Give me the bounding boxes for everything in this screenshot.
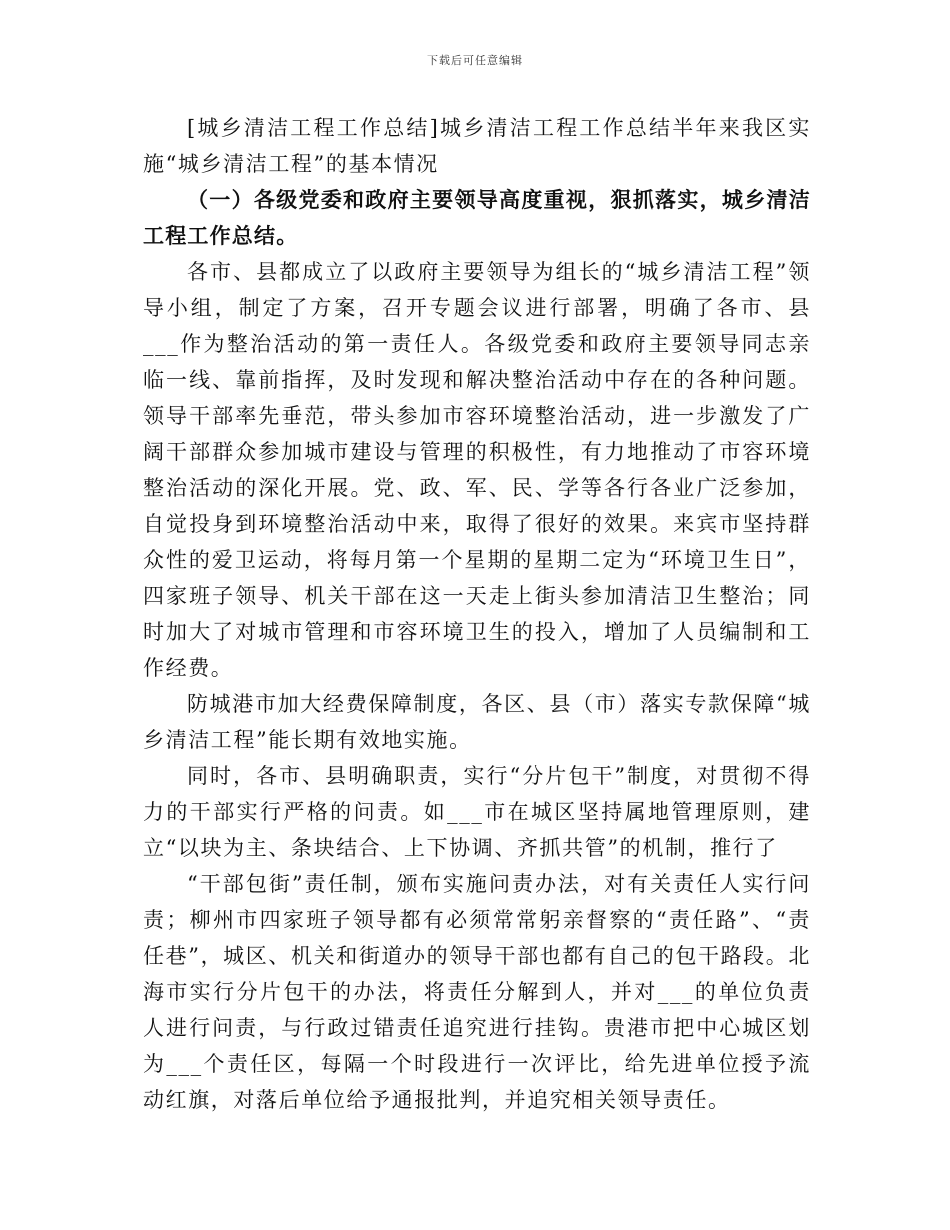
intro-paragraph: [城乡清洁工程工作总结]城乡清洁工程工作总结半年来我区实施“城乡清洁工程”的基本情况 bbox=[143, 116, 811, 176]
body-paragraph: 各市、县都成立了以政府主要领导为组长的“城乡清洁工程”领导小组，制定了方案，召开专题会议进行部署，明确了各市、县___作为整治活动的第一责任人。各级党委和政府主要领导同志亲临一线、靠前指挥，及时发现和解决整治活动中存在的各种问题。领导干部率先垂范，带头参加市容环境整治活动，进一步激发了广阔干部群众参加城市建设与管理的积极性，有力地推动了市容环境整治活动的深化开展。党、政、军、民、学等各行各业广泛参加，自觉投身到环境整治活动中来，取得了很好的效果。来宾市坚持群众性的爱卫运动，将每月第一个星期的星期二定为“环境卫生日”，四家班子领导、机关干部在这一天走上街头参加清洁卫生整治；同时加大了对城市管理和市容环境卫生的投入，增加了人员编制和工作经费。 bbox=[143, 260, 811, 680]
document-body bbox=[143, 110, 811, 1118]
section-heading: （一）各级党委和政府主要领导高度重视，狠抓落实，城乡清洁工程工作总结。 bbox=[143, 188, 811, 248]
body-paragraph: 同时，各市、县明确职责，实行“分片包干”制度，对贯彻不得力的干部实行严格的问责。如___市在城区坚持属地管理原则，建立“以块为主、条块结合、上下协调、齐抓共管”的机制，推行了 bbox=[143, 764, 811, 860]
body-paragraph: “干部包街”责任制，颁布实施问责办法，对有关责任人实行问责；柳州市四家班子领导都有必须常常躬亲督察的“责任路”、“责任巷”，城区、机关和街道办的领导干部也都有自己的包干路段。北海市实行分片包干的办法，将责任分解到人，并对___的单位负责人进行问责，与行政过错责任追究进行挂钩。贵港市把中心城区划为___个责任区，每隔一个时段进行一次评比，给先进单位授予流动红旗，对落后单位给予通报批判，并追究相关领导责任。 bbox=[143, 872, 811, 1112]
body-paragraph: 防城港市加大经费保障制度，各区、县（市）落实专款保障“城乡清洁工程”能长期有效地实施。 bbox=[143, 692, 811, 752]
page-header: 下载后可任意编辑 bbox=[427, 54, 523, 67]
